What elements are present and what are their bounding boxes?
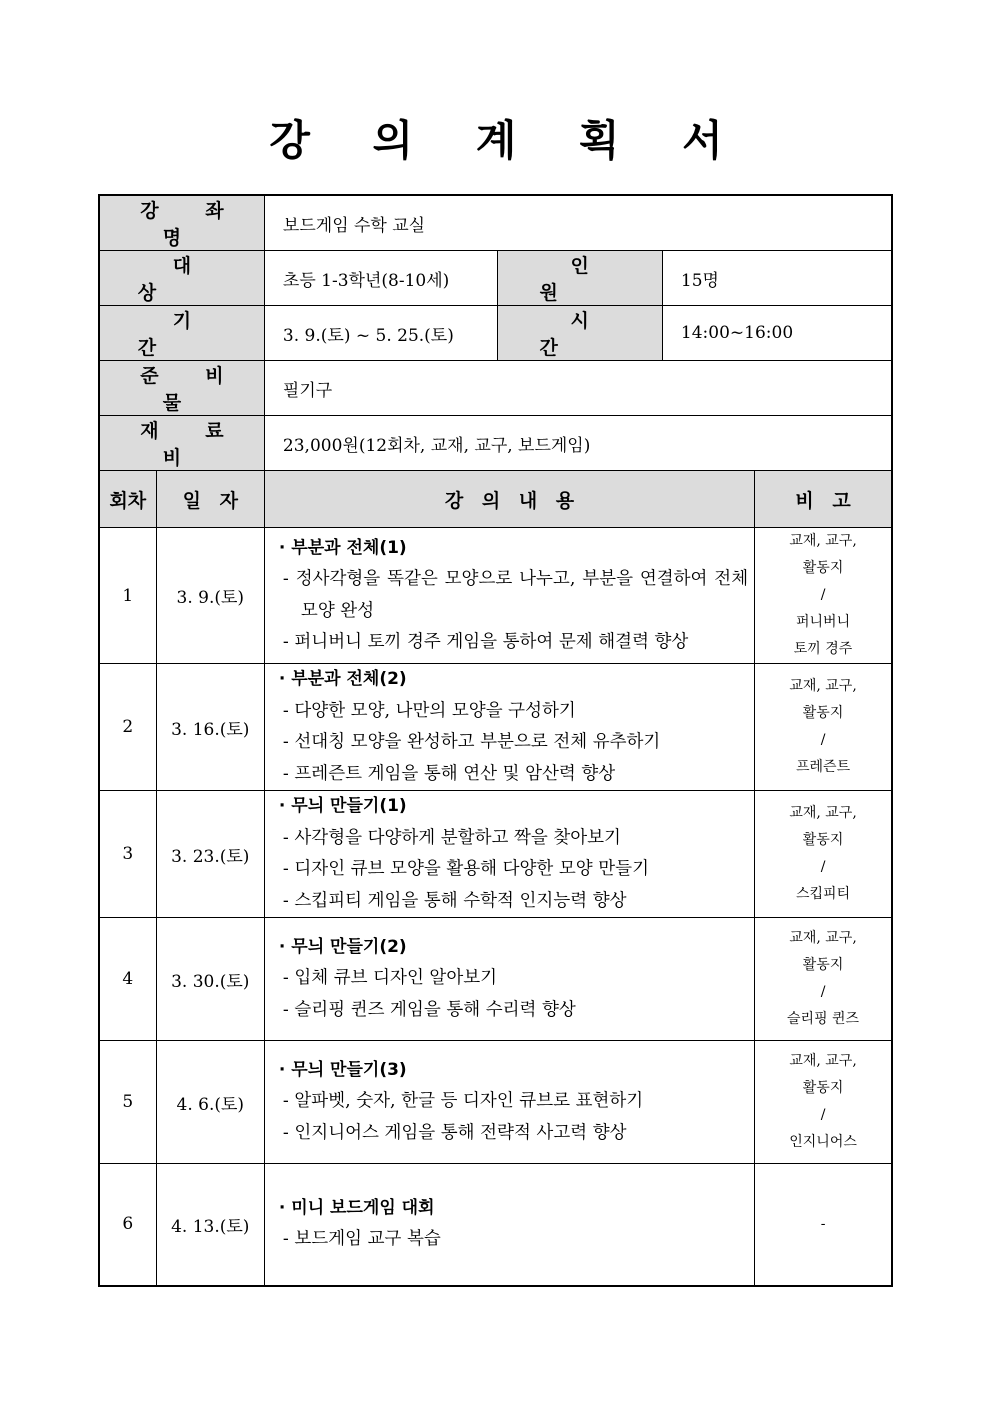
note-line: 슬리핑 퀸즈 (787, 1011, 860, 1027)
session-content (264, 664, 754, 791)
content-item: - 스킵피티 게임을 통해 수학적 인지능력 향상 (282, 890, 627, 911)
note-line: 인지니어스 (789, 1134, 857, 1150)
session-number: 4 (99, 918, 156, 1041)
content-item: - 입체 큐브 디자인 알아보기 (282, 968, 498, 989)
content-item: - 보드게임 교구 복습 (282, 1229, 441, 1250)
note-line: 스킵피티 (796, 886, 851, 902)
session-date: 3. 16.(토) (156, 664, 264, 791)
content-item: - 알파벳, 숫자, 한글 등 디자인 큐브로 표현하기 (282, 1091, 644, 1112)
fee-row (99, 416, 892, 471)
session-subtitle: · 미니 보드게임 대회 (278, 1197, 435, 1218)
note-line: / (820, 984, 826, 1000)
date-header: 일 자 (156, 471, 264, 528)
headcount-label: 인 원 (497, 251, 662, 306)
session-row (99, 664, 892, 791)
content-item: - 다양한 모양, 나만의 모양을 구성하기 (282, 700, 576, 721)
supplies-label: 준 비 물 (99, 361, 264, 416)
session-number: 2 (99, 664, 156, 791)
session-number: 1 (99, 528, 156, 664)
period-value: 3. 9.(토) ~ 5. 25.(토) (264, 306, 497, 361)
note-line: 프레즌트 (796, 759, 851, 775)
note-line: / (820, 587, 826, 603)
session-content (264, 1164, 754, 1286)
session-note (755, 1164, 892, 1286)
session-note (755, 791, 892, 918)
session-content (264, 918, 754, 1041)
time-value: 14:00~16:00 (662, 306, 892, 361)
session-content (264, 791, 754, 918)
note-line: 교재, 교구, (789, 930, 857, 946)
content-item: - 인지니어스 게임을 통해 전략적 사고력 향상 (282, 1122, 627, 1143)
session-note (755, 528, 892, 664)
session-subtitle: · 무늬 만들기(2) (278, 936, 407, 957)
content-item: - 디자인 큐브 모양을 활용해 다양한 모양 만들기 (282, 859, 649, 879)
schedule-header-row (99, 471, 892, 528)
note-line: 교재, 교구, (789, 805, 857, 821)
document-title: 강 의 계 획 서 (269, 116, 747, 165)
session-number: 3 (99, 791, 156, 918)
session-row (99, 528, 892, 664)
headcount-value: 15명 (662, 251, 892, 306)
supplies-row (99, 361, 892, 416)
session-subtitle: · 부분과 전체(2) (278, 669, 407, 689)
session-subtitle: · 무늬 만들기(1) (278, 796, 407, 816)
session-row (99, 791, 892, 918)
session-header: 회차 (99, 471, 156, 528)
fee-value: 23,000원(12회차, 교재, 교구, 보드게임) (264, 416, 892, 471)
session-row (99, 1041, 892, 1164)
session-note (755, 1041, 892, 1164)
content-item: - 정사각형을 똑같은 모양으로 나누고, 부분을 연결하여 전체 모양 완성 (282, 569, 749, 621)
fee-label: 재 료 비 (99, 416, 264, 471)
session-number: 6 (99, 1164, 156, 1286)
course-row (99, 195, 892, 251)
note-header: 비 고 (755, 471, 892, 528)
note-line: 활동지 (802, 1080, 844, 1096)
note-line: / (820, 732, 826, 748)
session-date: 3. 30.(토) (156, 918, 264, 1041)
note-line: 활동지 (802, 705, 844, 721)
note-line: / (820, 1107, 826, 1123)
session-content (264, 528, 754, 664)
note-line: 토끼 경주 (793, 641, 853, 657)
session-number: 5 (99, 1041, 156, 1164)
note-line: 교재, 교구, (789, 678, 857, 694)
period-row (99, 306, 892, 361)
time-label: 시 간 (497, 306, 662, 361)
note-line: 활동지 (802, 560, 844, 576)
session-subtitle: · 부분과 전체(1) (278, 537, 407, 558)
course-value: 보드게임 수학 교실 (264, 195, 892, 251)
supplies-value: 필기구 (264, 361, 892, 416)
period-label: 기 간 (99, 306, 264, 361)
note-line: 퍼니버니 (796, 614, 851, 630)
content-item: - 사각형을 다양하게 분할하고 짝을 찾아보기 (282, 827, 621, 848)
session-note (755, 918, 892, 1041)
note-line: 교재, 교구, (789, 1053, 857, 1069)
content-item: - 프레즌트 게임을 통해 연산 및 암산력 향상 (282, 763, 616, 784)
note-line: 활동지 (802, 832, 844, 848)
note-line: / (820, 859, 826, 875)
session-date: 4. 13.(토) (156, 1164, 264, 1286)
lecture-plan-table (98, 194, 893, 1287)
session-date: 3. 23.(토) (156, 791, 264, 918)
session-row (99, 1164, 892, 1286)
session-subtitle: · 무늬 만들기(3) (278, 1059, 407, 1080)
content-item: - 슬리핑 퀸즈 게임을 통해 수리력 향상 (282, 999, 576, 1020)
target-row (99, 251, 892, 306)
note-line: 활동지 (802, 957, 844, 973)
note-line: - (820, 1215, 826, 1232)
target-value: 초등 1-3학년(8-10세) (264, 251, 497, 306)
session-date: 3. 9.(토) (156, 528, 264, 664)
content-header: 강 의 내 용 (264, 471, 754, 528)
target-label: 대 상 (99, 251, 264, 306)
content-item: - 선대칭 모양을 완성하고 부분으로 전체 유추하기 (282, 732, 661, 752)
course-label: 강 좌 명 (99, 195, 264, 251)
session-content (264, 1041, 754, 1164)
note-line: 교재, 교구, (789, 533, 857, 549)
session-date: 4. 6.(토) (156, 1041, 264, 1164)
session-note (755, 664, 892, 791)
session-row (99, 918, 892, 1041)
content-item: - 퍼니버니 토끼 경주 게임을 통하여 문제 해결력 향상 (282, 632, 689, 652)
